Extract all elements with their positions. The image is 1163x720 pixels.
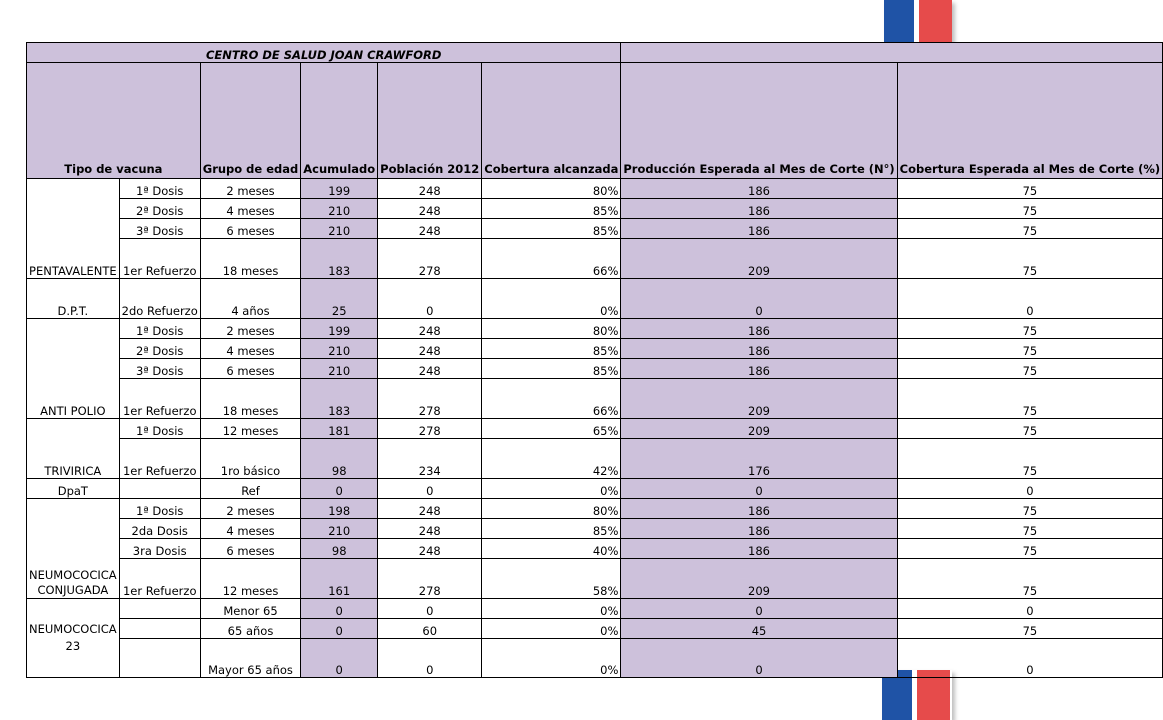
acumulado-cell: 0 <box>301 479 378 499</box>
poblacion-cell: 248 <box>378 339 482 359</box>
vaccination-table <box>26 42 1163 678</box>
cobertura-cell: 66% <box>482 379 621 419</box>
poblacion-cell: 278 <box>378 419 482 439</box>
cobertura-mes-cell: 75 <box>897 239 1163 279</box>
dose-cell: 3ª Dosis <box>119 359 200 379</box>
cobertura-mes-cell: 75 <box>897 179 1163 199</box>
table-row <box>27 619 1163 639</box>
poblacion-cell: 0 <box>378 639 482 678</box>
age-cell: 2 meses <box>200 319 301 339</box>
cobertura-mes-cell: 75 <box>897 199 1163 219</box>
cobertura-cell: 0% <box>482 639 621 678</box>
poblacion-cell: 248 <box>378 499 482 519</box>
acumulado-cell: 210 <box>301 199 378 219</box>
table-row <box>27 639 1163 678</box>
acumulado-cell: 199 <box>301 179 378 199</box>
produccion-cell: 186 <box>621 359 897 379</box>
age-cell: 2 meses <box>200 499 301 519</box>
age-cell: 4 meses <box>200 339 301 359</box>
dose-cell: 2da Dosis <box>119 519 200 539</box>
poblacion-cell: 248 <box>378 219 482 239</box>
poblacion-cell: 278 <box>378 239 482 279</box>
table-row <box>27 379 1163 419</box>
cobertura-cell: 85% <box>482 199 621 219</box>
produccion-cell: 209 <box>621 239 897 279</box>
cobertura-mes-cell: 75 <box>897 319 1163 339</box>
header-poblacion: Población 2012 <box>378 63 482 179</box>
age-cell: 6 meses <box>200 539 301 559</box>
cobertura-cell: 58% <box>482 559 621 599</box>
age-cell: 6 meses <box>200 359 301 379</box>
acumulado-cell: 199 <box>301 319 378 339</box>
cobertura-mes-cell: 75 <box>897 419 1163 439</box>
dose-cell: 1er Refuerzo <box>119 379 200 419</box>
acumulado-cell: 0 <box>301 639 378 678</box>
acumulado-cell: 183 <box>301 239 378 279</box>
cobertura-mes-cell: 0 <box>897 479 1163 499</box>
age-cell: Mayor 65 años <box>200 639 301 678</box>
produccion-cell: 186 <box>621 519 897 539</box>
cobertura-mes-cell: 0 <box>897 599 1163 619</box>
table-row <box>27 419 1163 439</box>
acumulado-cell: 0 <box>301 599 378 619</box>
table-row <box>27 599 1163 619</box>
dose-cell: 2do Refuerzo <box>119 279 200 319</box>
table-row <box>27 319 1163 339</box>
age-cell: 18 meses <box>200 379 301 419</box>
age-cell: 12 meses <box>200 419 301 439</box>
vaccine-name: NEUMOCOCICA 23 <box>27 599 120 678</box>
poblacion-cell: 0 <box>378 279 482 319</box>
cobertura-cell: 0% <box>482 479 621 499</box>
table-row <box>27 499 1163 519</box>
dose-cell: 2ª Dosis <box>119 199 200 219</box>
cobertura-mes-cell: 75 <box>897 339 1163 359</box>
header-grupo-edad: Grupo de edad <box>200 63 301 179</box>
cobertura-cell: 85% <box>482 359 621 379</box>
cobertura-mes-cell: 75 <box>897 519 1163 539</box>
dose-cell: 1ª Dosis <box>119 499 200 519</box>
table-row <box>27 479 1163 499</box>
poblacion-cell: 248 <box>378 359 482 379</box>
produccion-cell: 0 <box>621 639 897 678</box>
acumulado-cell: 98 <box>301 539 378 559</box>
table-row <box>27 219 1163 239</box>
acumulado-cell: 198 <box>301 499 378 519</box>
age-cell: 18 meses <box>200 239 301 279</box>
produccion-cell: 176 <box>621 439 897 479</box>
table-row <box>27 359 1163 379</box>
dose-cell: 1er Refuerzo <box>119 239 200 279</box>
acumulado-cell: 0 <box>301 619 378 639</box>
cobertura-cell: 40% <box>482 539 621 559</box>
acumulado-cell: 183 <box>301 379 378 419</box>
produccion-cell: 186 <box>621 539 897 559</box>
acumulado-cell: 210 <box>301 339 378 359</box>
cobertura-cell: 0% <box>482 619 621 639</box>
produccion-cell: 209 <box>621 419 897 439</box>
produccion-cell: 186 <box>621 339 897 359</box>
acumulado-cell: 98 <box>301 439 378 479</box>
vaccine-name: NEUMOCOCICA CONJUGADA <box>27 499 120 599</box>
dose-cell <box>119 599 200 619</box>
dose-cell: 3ra Dosis <box>119 539 200 559</box>
cobertura-cell: 66% <box>482 239 621 279</box>
cobertura-cell: 85% <box>482 339 621 359</box>
cobertura-cell: 42% <box>482 439 621 479</box>
produccion-cell: 186 <box>621 179 897 199</box>
cobertura-mes-cell: 0 <box>897 639 1163 678</box>
dose-cell: 1er Refuerzo <box>119 559 200 599</box>
acumulado-cell: 181 <box>301 419 378 439</box>
produccion-cell: 0 <box>621 279 897 319</box>
vaccine-name: DpaT <box>27 479 120 499</box>
cobertura-mes-cell: 75 <box>897 359 1163 379</box>
produccion-cell: 186 <box>621 199 897 219</box>
cobertura-cell: 80% <box>482 179 621 199</box>
dose-cell: 1ª Dosis <box>119 419 200 439</box>
cobertura-mes-cell: 75 <box>897 219 1163 239</box>
cobertura-mes-cell: 75 <box>897 379 1163 419</box>
table-row <box>27 199 1163 219</box>
dose-cell: 1er Refuerzo <box>119 439 200 479</box>
age-cell: 6 meses <box>200 219 301 239</box>
poblacion-cell: 60 <box>378 619 482 639</box>
header-acumulado: Acumulado <box>301 63 378 179</box>
table-row <box>27 559 1163 599</box>
poblacion-cell: 248 <box>378 179 482 199</box>
acumulado-cell: 210 <box>301 519 378 539</box>
produccion-cell: 186 <box>621 499 897 519</box>
table-row <box>27 279 1163 319</box>
header-cobertura-esperada: Cobertura Esperada al Mes de Corte (%) <box>897 63 1163 179</box>
cobertura-mes-cell: 75 <box>897 559 1163 599</box>
poblacion-cell: 278 <box>378 379 482 419</box>
header-tipo-vacuna: Tipo de vacuna <box>27 63 201 179</box>
age-cell: Menor 65 <box>200 599 301 619</box>
produccion-cell: 0 <box>621 599 897 619</box>
cobertura-cell: 85% <box>482 519 621 539</box>
table-row <box>27 339 1163 359</box>
age-cell: Ref <box>200 479 301 499</box>
acumulado-cell: 210 <box>301 219 378 239</box>
produccion-cell: 209 <box>621 379 897 419</box>
vaccine-name: PENTAVALENTE <box>27 179 120 279</box>
dose-cell <box>119 479 200 499</box>
produccion-cell: 209 <box>621 559 897 599</box>
poblacion-cell: 0 <box>378 479 482 499</box>
dose-cell: 2ª Dosis <box>119 339 200 359</box>
table-row <box>27 239 1163 279</box>
age-cell: 65 años <box>200 619 301 639</box>
age-cell: 4 meses <box>200 519 301 539</box>
cobertura-cell: 65% <box>482 419 621 439</box>
cobertura-cell: 80% <box>482 319 621 339</box>
table-row <box>27 539 1163 559</box>
age-cell: 1ro básico <box>200 439 301 479</box>
produccion-cell: 0 <box>621 479 897 499</box>
dose-cell: 3ª Dosis <box>119 219 200 239</box>
vaccine-name: TRIVIRICA <box>27 419 120 479</box>
produccion-cell: 45 <box>621 619 897 639</box>
cobertura-cell: 0% <box>482 599 621 619</box>
age-cell: 12 meses <box>200 559 301 599</box>
poblacion-cell: 248 <box>378 519 482 539</box>
cobertura-mes-cell: 0 <box>897 279 1163 319</box>
dose-cell: 1ª Dosis <box>119 179 200 199</box>
acumulado-cell: 25 <box>301 279 378 319</box>
poblacion-cell: 278 <box>378 559 482 599</box>
produccion-cell: 186 <box>621 319 897 339</box>
dose-cell <box>119 639 200 678</box>
table-row <box>27 519 1163 539</box>
cobertura-mes-cell: 75 <box>897 439 1163 479</box>
table-row <box>27 439 1163 479</box>
poblacion-cell: 234 <box>378 439 482 479</box>
age-cell: 2 meses <box>200 179 301 199</box>
poblacion-cell: 248 <box>378 199 482 219</box>
vaccine-name: ANTI POLIO <box>27 319 120 419</box>
age-cell: 4 meses <box>200 199 301 219</box>
produccion-cell: 186 <box>621 219 897 239</box>
cobertura-cell: 85% <box>482 219 621 239</box>
header-cobertura: Cobertura alcanzada <box>482 63 621 179</box>
dose-cell <box>119 619 200 639</box>
table-title: CENTRO DE SALUD JOAN CRAWFORD <box>27 43 621 63</box>
header-produccion-esperada: Producción Esperada al Mes de Corte (N°) <box>621 63 897 179</box>
cobertura-mes-cell: 75 <box>897 499 1163 519</box>
cobertura-mes-cell: 75 <box>897 619 1163 639</box>
title-blank <box>621 43 1163 63</box>
age-cell: 4 años <box>200 279 301 319</box>
poblacion-cell: 0 <box>378 599 482 619</box>
poblacion-cell: 248 <box>378 539 482 559</box>
cobertura-cell: 0% <box>482 279 621 319</box>
cobertura-mes-cell: 75 <box>897 539 1163 559</box>
table-row <box>27 179 1163 199</box>
acumulado-cell: 161 <box>301 559 378 599</box>
vaccine-name: D.P.T. <box>27 279 120 319</box>
poblacion-cell: 248 <box>378 319 482 339</box>
dose-cell: 1ª Dosis <box>119 319 200 339</box>
acumulado-cell: 210 <box>301 359 378 379</box>
cobertura-cell: 80% <box>482 499 621 519</box>
